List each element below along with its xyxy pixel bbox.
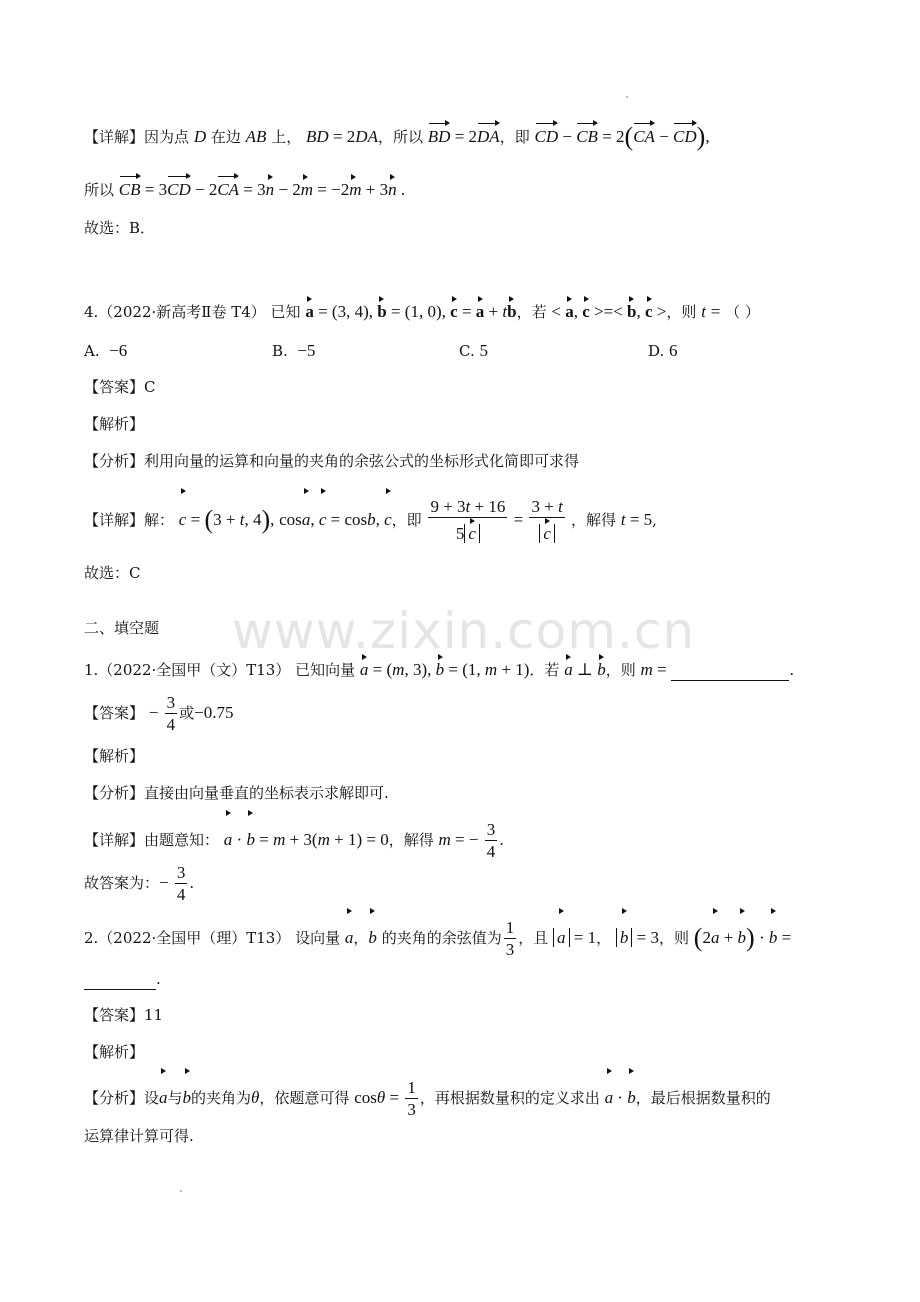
q4-stem: 4.（2022·新高考Ⅱ卷 T4） 已知 a = (3, 4), b = (1, 0), c = a + tb，若 < a, c >=< b, c >，则 t = （ ） bbox=[84, 296, 860, 323]
q4-analysis: 【分析】利用向量的运算和向量的夹角的余弦公式的坐标形式化简即可求得 bbox=[84, 452, 580, 470]
f1-analysis-label: 【解析】 bbox=[84, 747, 145, 765]
f2-analysis-label: 【解析】 bbox=[84, 1043, 145, 1061]
math-q4-vectors: a = (3, 4), b = (1, 0), c = a + tb bbox=[305, 302, 516, 321]
q4-option-b: B. −5 bbox=[272, 341, 316, 360]
math-q4-fraction-eq: $\frac{9 + 3t + 16}{5 c}$ = $\frac{3 + t}{c}$ bbox=[430, 497, 563, 544]
math-f1-m: m = − $\frac{3}{4}$ bbox=[438, 819, 496, 861]
q4-option-c: C. 5 bbox=[459, 341, 488, 360]
f2-answer: 【答案】11 bbox=[84, 1006, 164, 1024]
s1-choice: 故选：B． bbox=[84, 219, 156, 237]
q4-option-d: D. 6 bbox=[648, 341, 678, 360]
math-vec-bd-eq: BD = 2DA bbox=[428, 127, 500, 146]
watermark: www.zixin.com.cn bbox=[232, 602, 696, 660]
f2-analysis-end: 运算律计算可得. bbox=[84, 1127, 194, 1145]
f2-analysis: 【分析】设a与b的夹角为θ，依题意可得 cosθ = $\frac{1}{3}$ ，再根据数量积的定义求出 a · b，最后根据数量积的 bbox=[84, 1068, 860, 1123]
math-f1-dot: a · b = m + 3(m + 1) = 0 bbox=[224, 830, 389, 849]
math-cd-cb-eq: CD − CB = 2(CA − CD), bbox=[534, 122, 710, 151]
math-q4-c: c = (3 + t, 4), bbox=[179, 510, 275, 529]
scan-dot bbox=[180, 1190, 182, 1192]
q4-analysis-label: 【解析】 bbox=[84, 415, 145, 433]
s1-detail-line: 【详解】因为点 D 在边 AB 上， BD = 2DA，所以 BD = 2DA，即 CD − CB = 2(CA − CD), bbox=[84, 122, 710, 151]
f1-answer: 【答案】 − $\frac{3}{4}$ 或−0.75 bbox=[84, 692, 234, 734]
math-q4-t5: t = 5 bbox=[620, 510, 653, 529]
f1-final: 故答案为：− $\frac{3}{4}$ . bbox=[84, 862, 195, 904]
q4-choice: 故选：C bbox=[84, 564, 141, 582]
f1-detail: 【详解】由题意知： a · b = m + 3(m + 1) = 0，解得 m = − $\frac{3}{4}$ . bbox=[84, 810, 860, 865]
scan-dot bbox=[626, 96, 628, 98]
math-f2-expr: (2a + b) · b = bbox=[694, 928, 791, 947]
math-cb-result: CB = 3CD − 2CA = 3n − 2m = −2m + 3n . bbox=[119, 180, 405, 199]
math-f2-abs-a: a = 1 bbox=[553, 928, 596, 947]
f1-blank bbox=[671, 680, 789, 681]
math-bd-eq: BD = 2DA bbox=[306, 127, 378, 146]
math-q4-angle: < a, c >=< b, c > bbox=[551, 302, 666, 321]
f1-analysis: 【分析】直接由向量垂直的坐标表示求解即可. bbox=[84, 784, 389, 802]
math-f2-abs-b: b = 3 bbox=[616, 928, 659, 947]
math-f2-cos: cosθ = $\frac{1}{3}$ bbox=[354, 1077, 416, 1119]
math-f2-ab: a · b bbox=[605, 1088, 636, 1107]
f2-blank bbox=[84, 989, 156, 990]
f2-blank-line: . bbox=[84, 968, 860, 990]
math-f1-vectors: a = (m, 3), b = (1, m + 1) bbox=[360, 660, 529, 679]
s1-so-line: 所以 CB = 3CD − 2CA = 3n − 2m = −2m + 3n . bbox=[84, 173, 860, 201]
q4-answer: 【答案】C bbox=[84, 378, 156, 396]
math-q4-cos: cosa, c = cosb, c bbox=[279, 510, 392, 529]
f1-stem: 1.（2022·全国甲（文）T13） 已知向量 a = (m, 3), b = (1, m + 1)．若 a ⊥ b，则 m = . bbox=[84, 654, 860, 681]
f2-stem: 2.（2022·全国甲（理）T13） 设向量 a，b 的夹角的余弦值为 $\frac{1}{3}$ ，且 a = 1， b = 3，则 (2a + b) · b = bbox=[84, 908, 860, 963]
q4-detail: 【详解】解： c = (3 + t, 4), cosa, c = cosb, c，即 $\frac{9 + 3t + 16}{5 c}$ = $\frac{3 + t}{c}$ ，解得 t = 5, bbox=[84, 488, 860, 547]
math-f1-perp: a ⊥ b bbox=[564, 660, 606, 679]
section-title: 二、填空题 bbox=[84, 619, 160, 637]
q4-option-a: A. −6 bbox=[84, 341, 128, 360]
